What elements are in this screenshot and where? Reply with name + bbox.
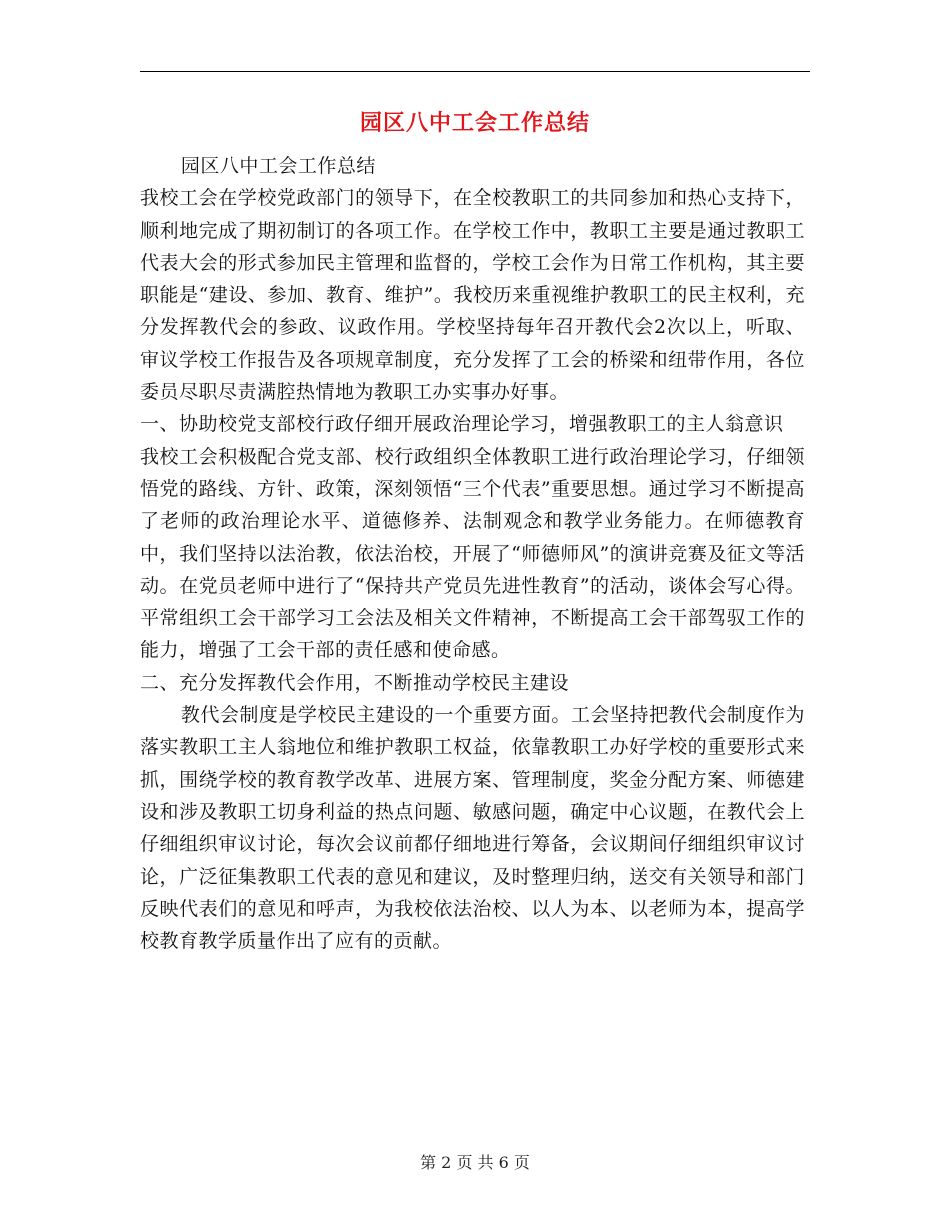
section-heading-1: 一、协助校党支部校行政仔细开展政治理论学习，增强教职工的主人翁意识 — [140, 413, 784, 436]
section-heading-2: 二、充分发挥教代会作用，不断推动学校民主建设 — [140, 671, 570, 694]
header-rule — [140, 71, 810, 72]
subtitle-paragraph: 园区八中工会工作总结 — [180, 155, 376, 177]
section-1-paragraph: 我校工会积极配合党支部、校行政组织全体教职工进行政治理论学习，仔细领悟党的路线、方针、政策，深刻领悟“三个代表”重要思想。通过学习不断提高了老师的政治理论水平、道德修养、法制观念和教学业务能力。在师德教育中，我们坚持以法治教，依法治校，开展了“师德师风”的演讲竞赛及征文等活动。在党员老师中进行了“保持共产党员先进性教育”的活动，谈体会写心得。平常组织工会干部学习工会法及相关文件精神，不断提高工会干部驾驭工作的能力，增强了工会干部的责任感和使命感。 — [140, 445, 805, 662]
document-title: 园区八中工会工作总结 — [359, 111, 590, 136]
section-2-paragraph: 教代会制度是学校民主建设的一个重要方面。工会坚持把教代会制度作为落实教职工主人翁地位和维护教职工权益，依靠教职工办好学校的重要形式来抓，围绕学校的教育教学改革、进展方案、管理制度，奖金分配方案、师德建设和涉及教职工切身利益的热点问题、敏感问题，确定中心议题，在教代会上仔细组织审议讨论，每次会议前都仔细地进行筹备，会议期间仔细组织审议讨论，广泛征集教职工代表的意见和建议，及时整理归纳，送交有关领导和部门反映代表们的意见和呼声，为我校依法治校、以人为本、以老师为本，提高学校教育教学质量作出了应有的贡献。 — [140, 704, 805, 953]
document-body — [140, 150, 805, 957]
intro-paragraph: 我校工会在学校党政部门的领导下，在全校教职工的共同参加和热心支持下，顺利地完成了期初制订的各项工作。在学校工作中，教职工主要是通过教职工代表大会的形式参加民主管理和监督的，学校工会作为日常工作机构，其主要职能是“建设、参加、教育、维护”。我校历来重视维护教职工的民主权利，充分发挥教代会的参政、议政作用。学校坚持每年召开教代会2次以上，听取、审议学校工作报告及各项规章制度，充分发挥了工会的桥梁和纽带作用，各位委员尽职尽责满腔热情地为教职工办实事办好事。 — [140, 187, 805, 404]
page-number-footer: 第 2 页 共 6 页 — [420, 1153, 530, 1172]
